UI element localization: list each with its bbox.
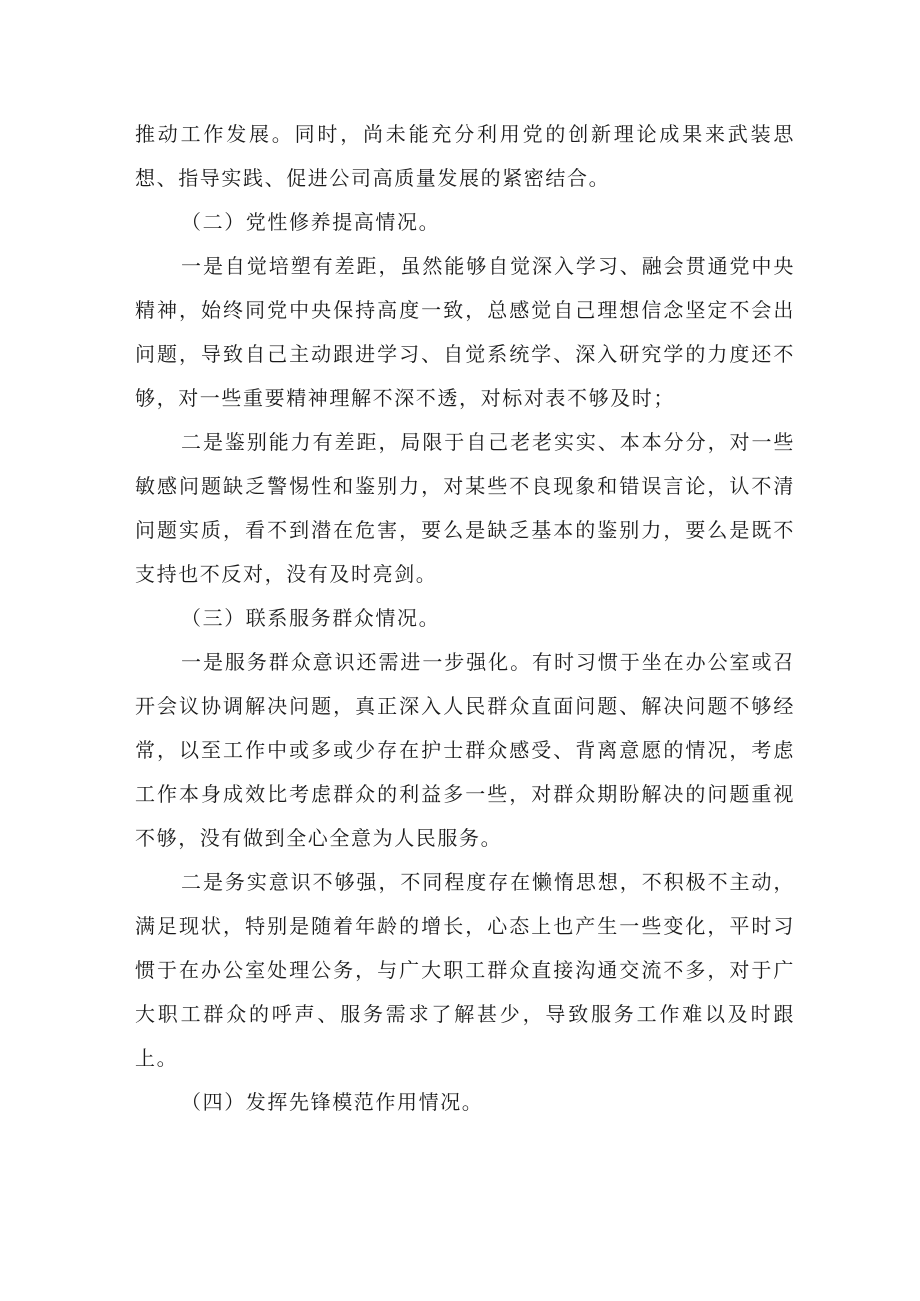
paragraph-party-cultivation-2: 二是鉴别能力有差距，局限于自己老老实实、本本分分，对一些敏感问题缺乏警惕性和鉴别力，对某些不良现象和错误言论，认不清问题实质，看不到潜在危害，要么是缺乏基本的鉴别力，要么是既不支持也不反对，没有及时亮剑。 [135,430,795,586]
paragraph-party-cultivation-1: 一是自觉培塑有差距，虽然能够自觉深入学习、融会贯通党中央精神，始终同党中央保持高度一致，总感觉自己理想信念坚定不会出问题，导致自己主动跟进学习、自觉系统学、深入研究学的力度还不够，对一些重要精神理解不深不透，对标对表不够及时； [135,254,795,410]
document-body [135,112,795,1124]
section-heading-3: （三）联系服务群众情况。 [181,606,441,630]
section-heading-2: （二）党性修养提高情况。 [181,210,441,234]
paragraph-serve-masses-1: 一是服务群众意识还需进一步强化。有时习惯于坐在办公室或召开会议协调解决问题，真正深入人民群众直面问题、解决问题不够经常，以至工作中或多或少存在护士群众感受、背离意愿的情况，考虑工作本身成效比考虑群众的利益多一些，对群众期盼解决的问题重视不够，没有做到全心全意为人民服务。 [135,650,795,850]
paragraph-serve-masses-2: 二是务实意识不够强，不同程度存在懒惰思想，不积极不主动，满足现状，特别是随着年龄的增长，心态上也产生一些变化，平时习惯于在办公室处理公务，与广大职工群众直接沟通交流不多，对于广大职工群众的呼声、服务需求了解甚少，导致服务工作难以及时跟上。 [135,870,795,1070]
paragraph-continuation: 推动工作发展。同时，尚未能充分利用党的创新理论成果来武装思想、指导实践、促进公司高质量发展的紧密结合。 [135,122,795,190]
section-heading-4: （四）发挥先锋模范作用情况。 [181,1090,484,1114]
